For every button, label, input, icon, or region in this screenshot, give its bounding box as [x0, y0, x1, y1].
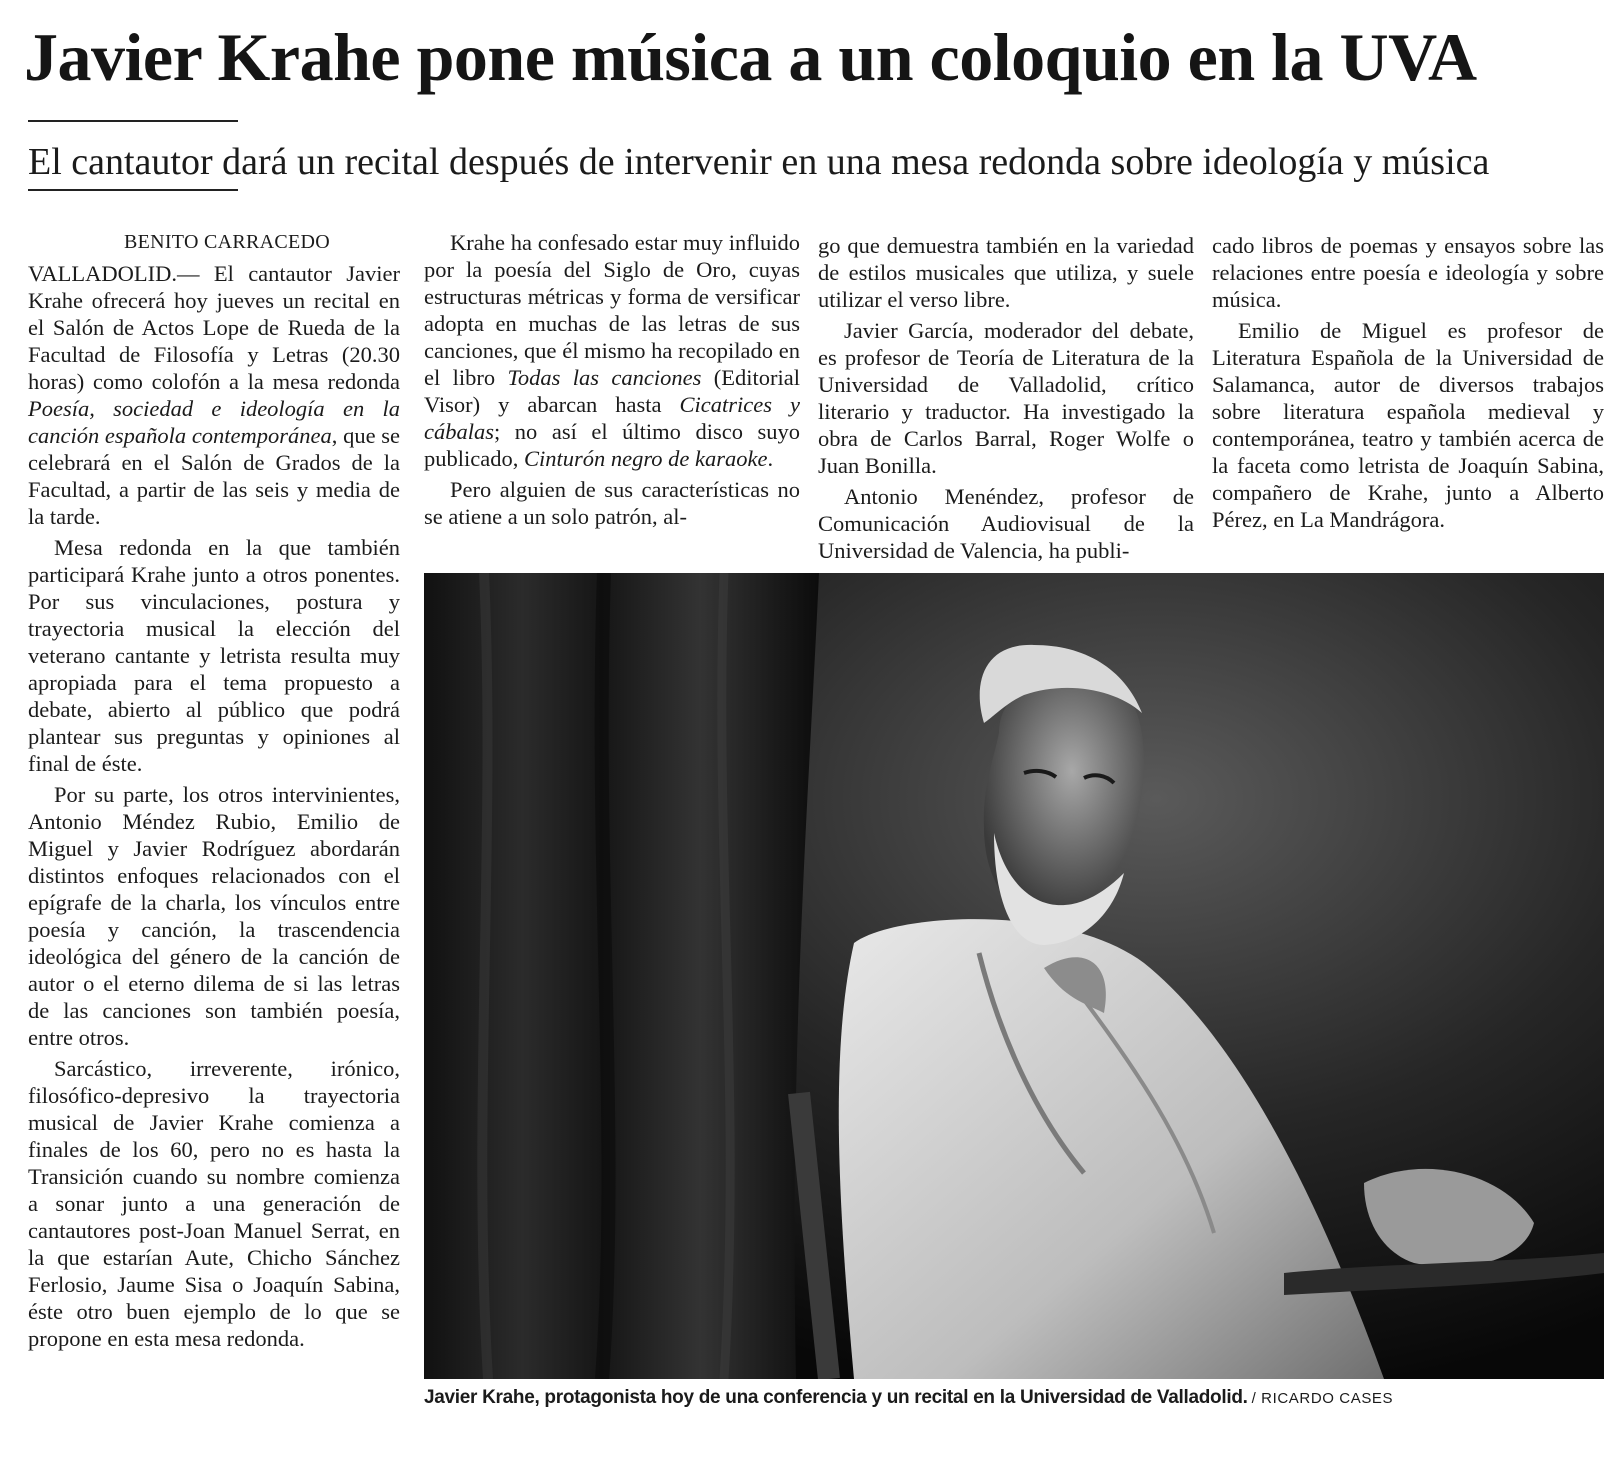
paragraph: go que demuestra también en la variedad de estilos musicales que utiliza, y suele utilizar el verso libre.: [818, 233, 1194, 312]
paragraph-text: ; no así el último disco suyo publicado,: [424, 419, 800, 471]
paragraph-text: (Editorial Visor) y abarcan hasta: [424, 365, 801, 417]
album-title: Cinturón negro de karaoke: [523, 446, 768, 471]
paragraph: Antonio Menéndez, profesor de Comunicación Audiovisual de la Universidad de Valencia, ha publi-: [818, 484, 1194, 563]
photo-caption: [424, 1387, 1604, 1409]
paragraph: Mesa redonda en la que también participará Krahe junto a otros ponentes. Por sus vinculaciones, postura y trayectoria musical la elección del veterano cantante y letrista resulta muy apropiada para el tema propuesto a debate, abierto al público que podrá plantear sus preguntas y opiniones al final de éste.: [28, 535, 400, 776]
photo-credit: / RICARDO CASES: [1251, 1390, 1394, 1407]
byline: BENITO CARRACEDO: [123, 231, 331, 253]
paragraph: Pero alguien de sus características no se atiene a un solo patrón, al-: [424, 477, 800, 529]
paragraph: Javier García, moderador del debate, es profesor de Teoría de Literatura de la Universidad de Valladolid, crítico literario y traductor. Ha investigado la obra de Carlos Barral, Roger Wolfe o Juan Bonilla.: [818, 318, 1194, 478]
subheadline: El cantautor dará un recital después de intervenir en una mesa redonda sobre ideología y música: [28, 141, 1490, 183]
paragraph-text: El cantautor Javier Krahe ofrecerá hoy jueves un recital en el Salón de Actos Lope de Rueda de la Facultad de Filosofía y Letras (20.30 horas) como colofón a la mesa redonda: [28, 261, 400, 394]
top-rule: [28, 120, 238, 122]
paragraph-text: .: [767, 446, 774, 471]
album-title: Cicatrices y cábalas: [424, 392, 801, 444]
paragraph: [424, 229, 800, 472]
dateline: VALLADOLID.—: [28, 261, 200, 286]
paragraph: [28, 260, 400, 530]
paragraph: cado libros de poemas y ensayos sobre las relaciones entre poesía e ideología y sobre música.: [1212, 233, 1604, 312]
book-title: Todas las canciones: [507, 365, 702, 390]
paragraph-text: Krahe ha confesado estar muy influido por la poesía del Siglo de Oro, cuyas estructuras métricas y forma de versificar adopta en muchas de las letras de sus canciones, que él mismo ha recopilado en el libro: [424, 230, 800, 390]
column-2: [424, 229, 800, 534]
headline: Javier Krahe pone música a un coloquio en la UVA: [24, 19, 1477, 95]
paragraph: Por su parte, los otros intervinientes, Antonio Méndez Rubio, Emilio de Miguel y Javier Rodríguez abordarán distintos enfoques relacionados con el epígrafe de la charla, los vínculos entre poesía y canción, la trascendencia ideológica del género de la canción de autor o el eterno dilema de si las letras de las canciones son también poesía, entre otros.: [28, 782, 400, 1050]
paragraph: Emilio de Miguel es profesor de Literatura Española de la Universidad de Salamanca, autor de diversos trabajos sobre literatura española medieval y contemporánea, teatro y también acerca de la faceta como letrista de Joaquín Sabina, compañero de Krahe, junto a Alberto Pérez, en La Mandrágora.: [1212, 318, 1604, 532]
column-1: [28, 229, 400, 1356]
bottom-rule: [28, 189, 238, 191]
column-4: [1212, 232, 1604, 537]
article-photo: [424, 573, 1604, 1379]
paragraph-text: , que se celebrará en el Salón de Grados de la Facultad, a partir de las seis y media de la tarde.: [28, 423, 401, 529]
caption-text: Javier Krahe, protagonista hoy de una conferencia y un recital en la Universidad de Valladolid.: [424, 1387, 1248, 1408]
portrait-illustration: [424, 573, 1604, 1379]
paragraph: Sarcástico, irreverente, irónico, filosófico-depresivo la trayectoria musical de Javier Krahe comienza a finales de los 60, pero no es hasta la Transición cuando su nombre comienza a sonar junto a una generación de cantautores post-Joan Manuel Serrat, en la que estarían Aute, Chicho Sánchez Ferlosio, Jaume Sisa o Joaquín Sabina, éste otro buen ejemplo de lo que se propone en esta mesa redonda.: [28, 1056, 400, 1351]
column-3: [818, 232, 1194, 568]
event-title: Poesía, sociedad e ideología en la canción española contemporánea: [28, 396, 400, 448]
